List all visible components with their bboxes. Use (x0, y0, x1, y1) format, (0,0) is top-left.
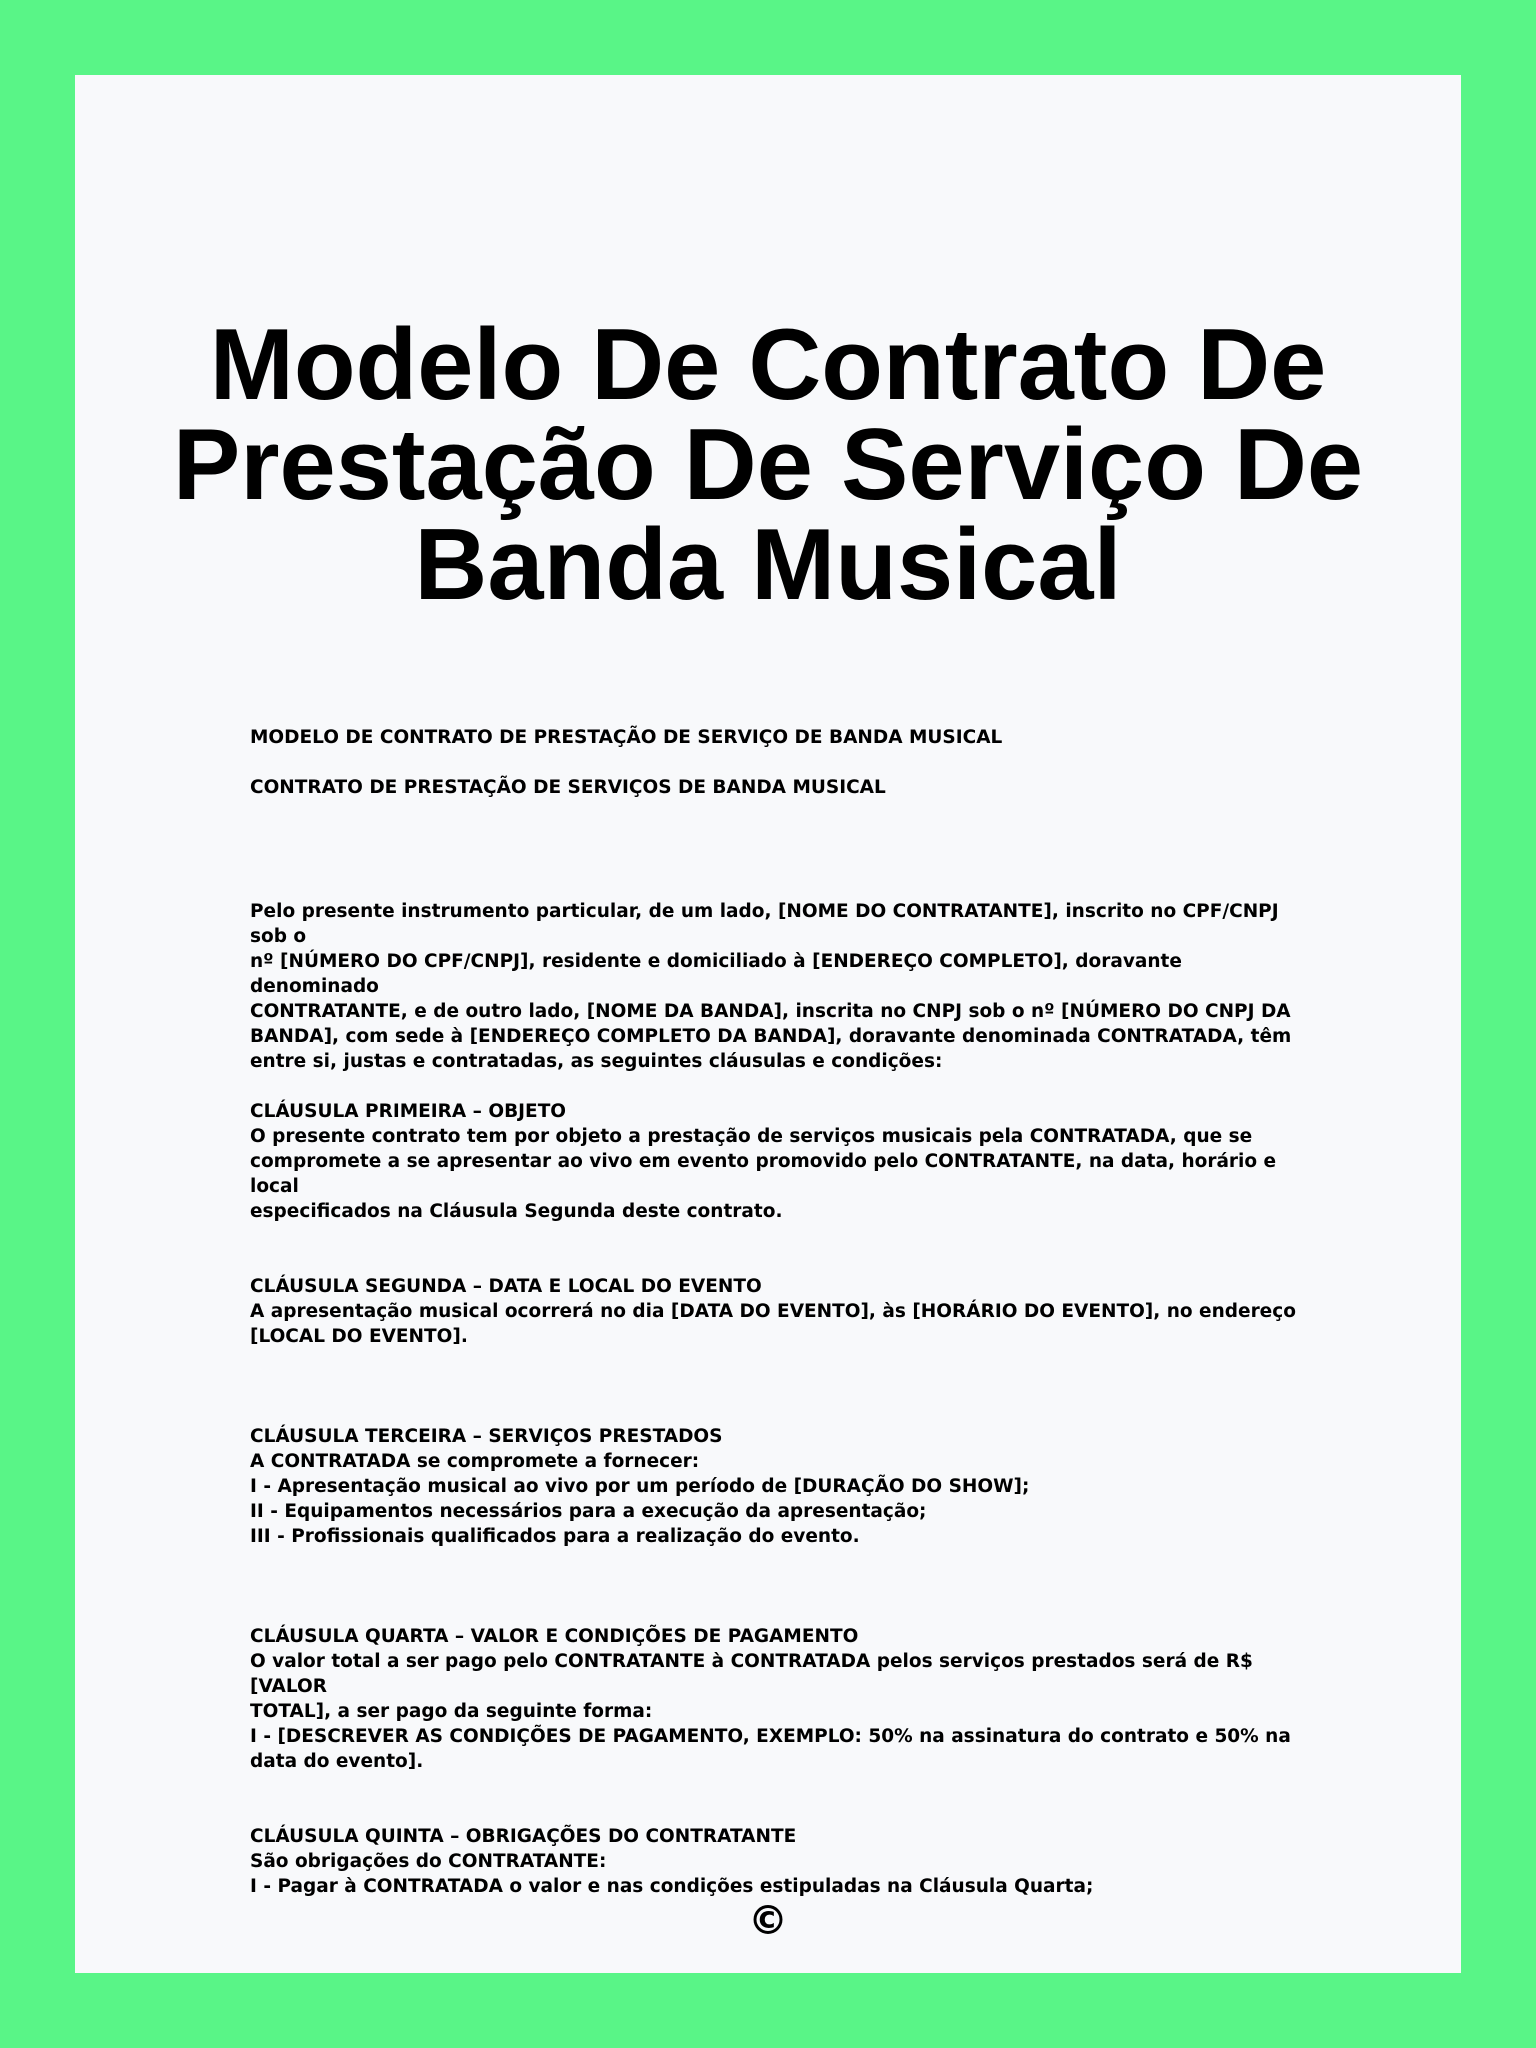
clause-line: São obrigações do CONTRATANTE: (250, 1851, 607, 1872)
intro-line: Pelo presente instrumento particular, de um lado, [NOME DO CONTRATANTE], inscrito no CPF/CNPJ sob o (250, 901, 1279, 947)
intro-line: BANDA], com sede à [ENDEREÇO COMPLETO DA BANDA], doravante denominada CONTRATADA, têm (250, 1026, 1292, 1047)
clause-terceira (250, 1424, 1300, 1549)
clause-heading: CLÁUSULA TERCEIRA – SERVIÇOS PRESTADOS (250, 1426, 723, 1447)
clause-heading: CLÁUSULA QUARTA – VALOR E CONDIÇÕES DE PAGAMENTO (250, 1626, 859, 1647)
clause-line: compromete a se apresentar ao vivo em evento promovido pelo CONTRATANTE, na data, horário e local (250, 1151, 1277, 1197)
document-page (75, 75, 1461, 1973)
clause-heading: CLÁUSULA SEGUNDA – DATA E LOCAL DO EVENTO (250, 1276, 762, 1297)
clause-quarta (250, 1624, 1300, 1774)
clause-segunda (250, 1274, 1300, 1349)
intro-line: entre si, justas e contratadas, as seguintes cláusulas e condições: (250, 1051, 943, 1072)
intro-paragraph (250, 899, 1300, 1074)
copyright-icon: © (748, 1898, 788, 1944)
clause-heading: CLÁUSULA PRIMEIRA – OBJETO (250, 1101, 567, 1122)
clause-line: TOTAL], a ser pago da seguinte forma: (250, 1701, 653, 1722)
intro-line: nº [NÚMERO DO CPF/CNPJ], residente e domiciliado à [ENDEREÇO COMPLETO], doravante denominado (250, 951, 1182, 997)
clause-line: [LOCAL DO EVENTO]. (250, 1326, 468, 1347)
document-title: Modelo De Contrato De Prestação De Serviço De Banda Musical (172, 309, 1364, 621)
clause-line: I - [DESCREVER AS CONDIÇÕES DE PAGAMENTO, EXEMPLO: 50% na assinatura do contrato e 50% na (250, 1726, 1291, 1747)
clause-quinta (250, 1824, 1300, 1899)
contract-header-1: MODELO DE CONTRATO DE PRESTAÇÃO DE SERVIÇO DE BANDA MUSICAL (250, 727, 1003, 748)
clause-primeira (250, 1099, 1300, 1224)
clause-line: A apresentação musical ocorrerá no dia [DATA DO EVENTO], às [HORÁRIO DO EVENTO], no endereço (250, 1301, 1296, 1322)
clause-line: II - Equipamentos necessários para a execução da apresentação; (250, 1501, 927, 1522)
intro-line: CONTRATANTE, e de outro lado, [NOME DA BANDA], inscrita no CNPJ sob o nº [NÚMERO DO CNPJ DA (250, 1001, 1291, 1022)
clause-heading: CLÁUSULA QUINTA – OBRIGAÇÕES DO CONTRATANTE (250, 1826, 797, 1847)
contract-header-2: CONTRATO DE PRESTAÇÃO DE SERVIÇOS DE BANDA MUSICAL (250, 777, 886, 798)
clause-line: O valor total a ser pago pelo CONTRATANTE à CONTRATADA pelos serviços prestados será de R$ [VALOR (250, 1651, 1253, 1697)
clause-line: I - Pagar à CONTRATADA o valor e nas condições estipuladas na Cláusula Quarta; (250, 1876, 1094, 1897)
clause-line: O presente contrato tem por objeto a prestação de serviços musicais pela CONTRATADA, que se (250, 1126, 1253, 1147)
clause-line: data do evento]. (250, 1751, 424, 1772)
clause-line: III - Profissionais qualificados para a realização do evento. (250, 1526, 860, 1547)
clause-line: I - Apresentação musical ao vivo por um período de [DURAÇÃO DO SHOW]; (250, 1476, 1030, 1497)
clause-line: especificados na Cláusula Segunda deste contrato. (250, 1201, 783, 1222)
clause-line: A CONTRATADA se compromete a fornecer: (250, 1451, 700, 1472)
